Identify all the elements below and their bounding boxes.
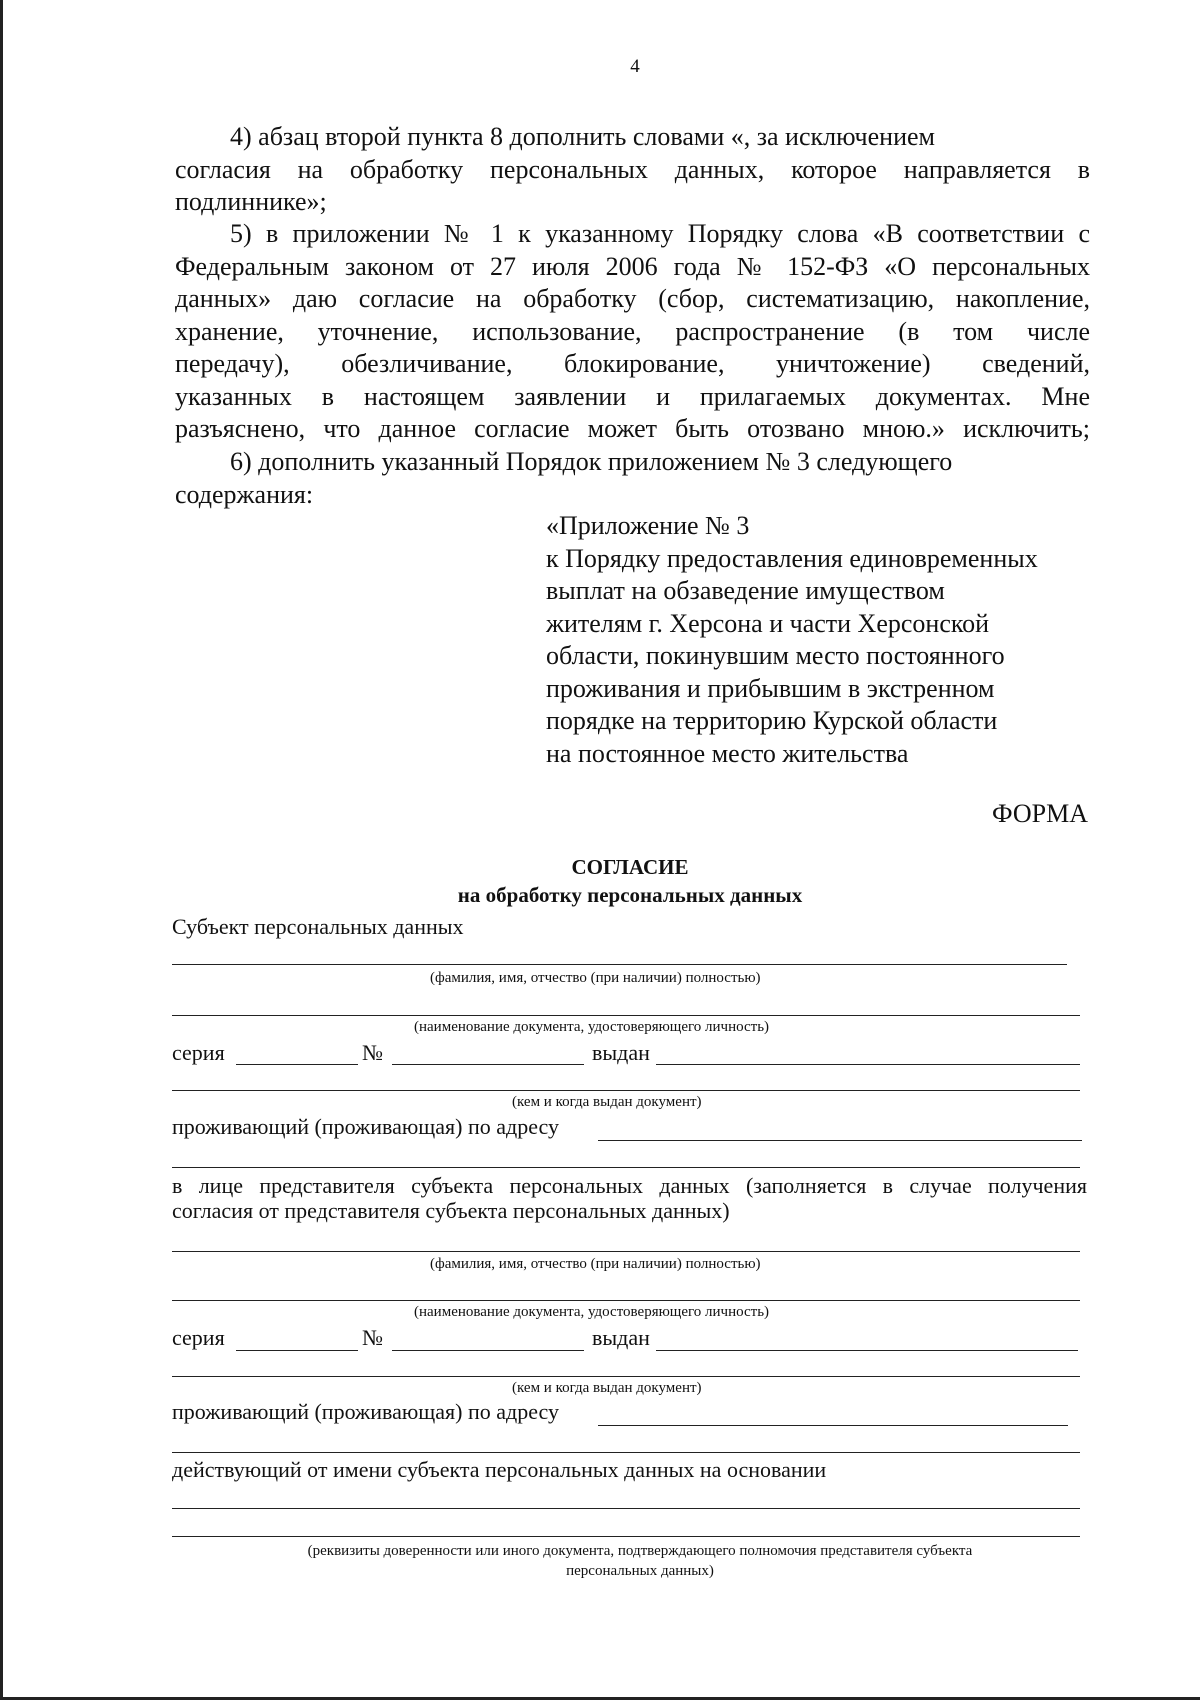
repr-address-line[interactable] — [598, 1425, 1068, 1426]
page-number: 4 — [630, 56, 640, 77]
annex-line6: проживания и прибывшим в экстренном — [546, 673, 995, 703]
subject-address-label: проживающий (проживающая) по адресу — [172, 1114, 559, 1139]
representative-text — [172, 1172, 1087, 1199]
proxy-hint-line2: персональных данных) — [566, 1563, 714, 1579]
amendment-item-4 — [175, 121, 1090, 219]
repr-series-line[interactable] — [236, 1350, 358, 1351]
annex-heading — [546, 510, 1106, 770]
subject-address-line[interactable] — [598, 1140, 1082, 1141]
repr-address-label: проживающий (проживающая) по адресу — [172, 1399, 559, 1424]
amendment-item-6 — [175, 446, 1090, 511]
repr-doc-line[interactable] — [172, 1300, 1080, 1301]
subject-doc-line[interactable] — [172, 1015, 1080, 1016]
consent-title: СОГЛАСИЕ — [571, 855, 689, 879]
item4-line3: подлиннике»; — [175, 187, 327, 216]
item5-line5: передачу), обезличивание, блокирование, уничтожение) сведений, — [175, 349, 1090, 378]
item6-line2: содержания: — [175, 479, 314, 509]
representative-line2: согласия от представителя субъекта персональных данных) — [172, 1198, 730, 1223]
acting-label: действующий от имени субъекта персональных данных на основании — [172, 1457, 827, 1482]
item5-line4: хранение, уточнение, использование, распространение (в том числе — [175, 316, 1090, 346]
item4-line1: 4) абзац второй пункта 8 дополнить словами «, за исключением — [230, 122, 935, 151]
acting-basis-line-2[interactable] — [172, 1536, 1080, 1537]
amendment-item-5 — [175, 218, 1090, 446]
subject-fio-line[interactable] — [172, 964, 1067, 965]
annex-line5: области, покинувшим место постоянного — [546, 641, 1005, 670]
consent-subtitle: на обработку персональных данных — [457, 883, 803, 907]
subject-fio-hint: (фамилия, имя, отчество (при наличии) полностью) — [430, 970, 761, 986]
repr-number-line[interactable] — [392, 1350, 584, 1351]
subject-number-line[interactable] — [392, 1064, 584, 1065]
acting-basis-line[interactable] — [172, 1508, 1080, 1509]
item5-line2: Федеральным законом от 27 июля 2006 года № 152-ФЗ «О персональных — [175, 251, 1090, 281]
item5-line1: 5) в приложении № 1 к указанному Порядку слова «В соответствии с — [230, 219, 1090, 248]
subject-label: Субъект персональных данных — [172, 914, 464, 939]
annex-line8: на постоянное место жительства — [546, 738, 909, 768]
annex-line3: выплат на обзаведение имуществом — [546, 576, 945, 605]
item5-line3: данных» даю согласие на обработку (сбор, систематизацию, накопление, — [175, 284, 1090, 313]
item5-line7: разъяснено, что данное согласие может быть отозвано мною.» исключить; — [175, 414, 1090, 443]
repr-doc-hint: (наименование документа, удостоверяющего личность) — [414, 1304, 770, 1320]
annex-line7: порядке на территорию Курской области — [546, 706, 998, 735]
repr-address-line-2[interactable] — [172, 1452, 1080, 1453]
form-label: ФОРМА — [992, 799, 1088, 828]
subject-issued-line[interactable] — [656, 1064, 1080, 1065]
repr-fio-line[interactable] — [172, 1251, 1080, 1252]
page-border-left — [0, 0, 3, 1700]
item4-line2: согласия на обработку персональных данных, которое направляется в — [175, 154, 1090, 184]
annex-line1: «Приложение № 3 — [546, 511, 750, 540]
repr-series-label: серия — [172, 1325, 225, 1350]
proxy-hint-line1: (реквизиты доверенности или иного документа, подтверждающего полномочия представителя субъекта — [307, 1543, 973, 1559]
repr-fio-hint: (фамилия, имя, отчество (при наличии) полностью) — [430, 1256, 761, 1272]
repr-issued-hint: (кем и когда выдан документ) — [512, 1380, 702, 1396]
annex-line2: к Порядку предоставления единовременных — [546, 543, 1038, 573]
subject-issued-label: выдан — [592, 1040, 650, 1065]
repr-issued-line[interactable] — [656, 1350, 1078, 1351]
repr-issued-by-line[interactable] — [172, 1376, 1080, 1377]
subject-series-label: серия — [172, 1040, 225, 1065]
subject-address-line-2[interactable] — [172, 1167, 1080, 1168]
annex-line4: жителям г. Херсона и части Херсонской — [546, 608, 990, 638]
subject-issued-hint: (кем и когда выдан документ) — [512, 1094, 702, 1110]
subject-issued-by-line[interactable] — [172, 1090, 1080, 1091]
item6-line1: 6) дополнить указанный Порядок приложением № 3 следующего — [230, 447, 953, 476]
item5-line6: указанных в настоящем заявлении и прилагаемых документах. Мне — [175, 381, 1090, 411]
repr-issued-label: выдан — [592, 1325, 650, 1350]
subject-series-line[interactable] — [236, 1064, 358, 1065]
proxy-hint — [200, 1541, 1080, 1581]
repr-number-label: № — [362, 1325, 383, 1350]
subject-doc-hint: (наименование документа, удостоверяющего личность) — [414, 1019, 770, 1035]
subject-number-label: № — [362, 1040, 383, 1065]
representative-line1: в лице представителя субъекта персональных данных (заполняется в случае получения — [172, 1173, 1087, 1198]
